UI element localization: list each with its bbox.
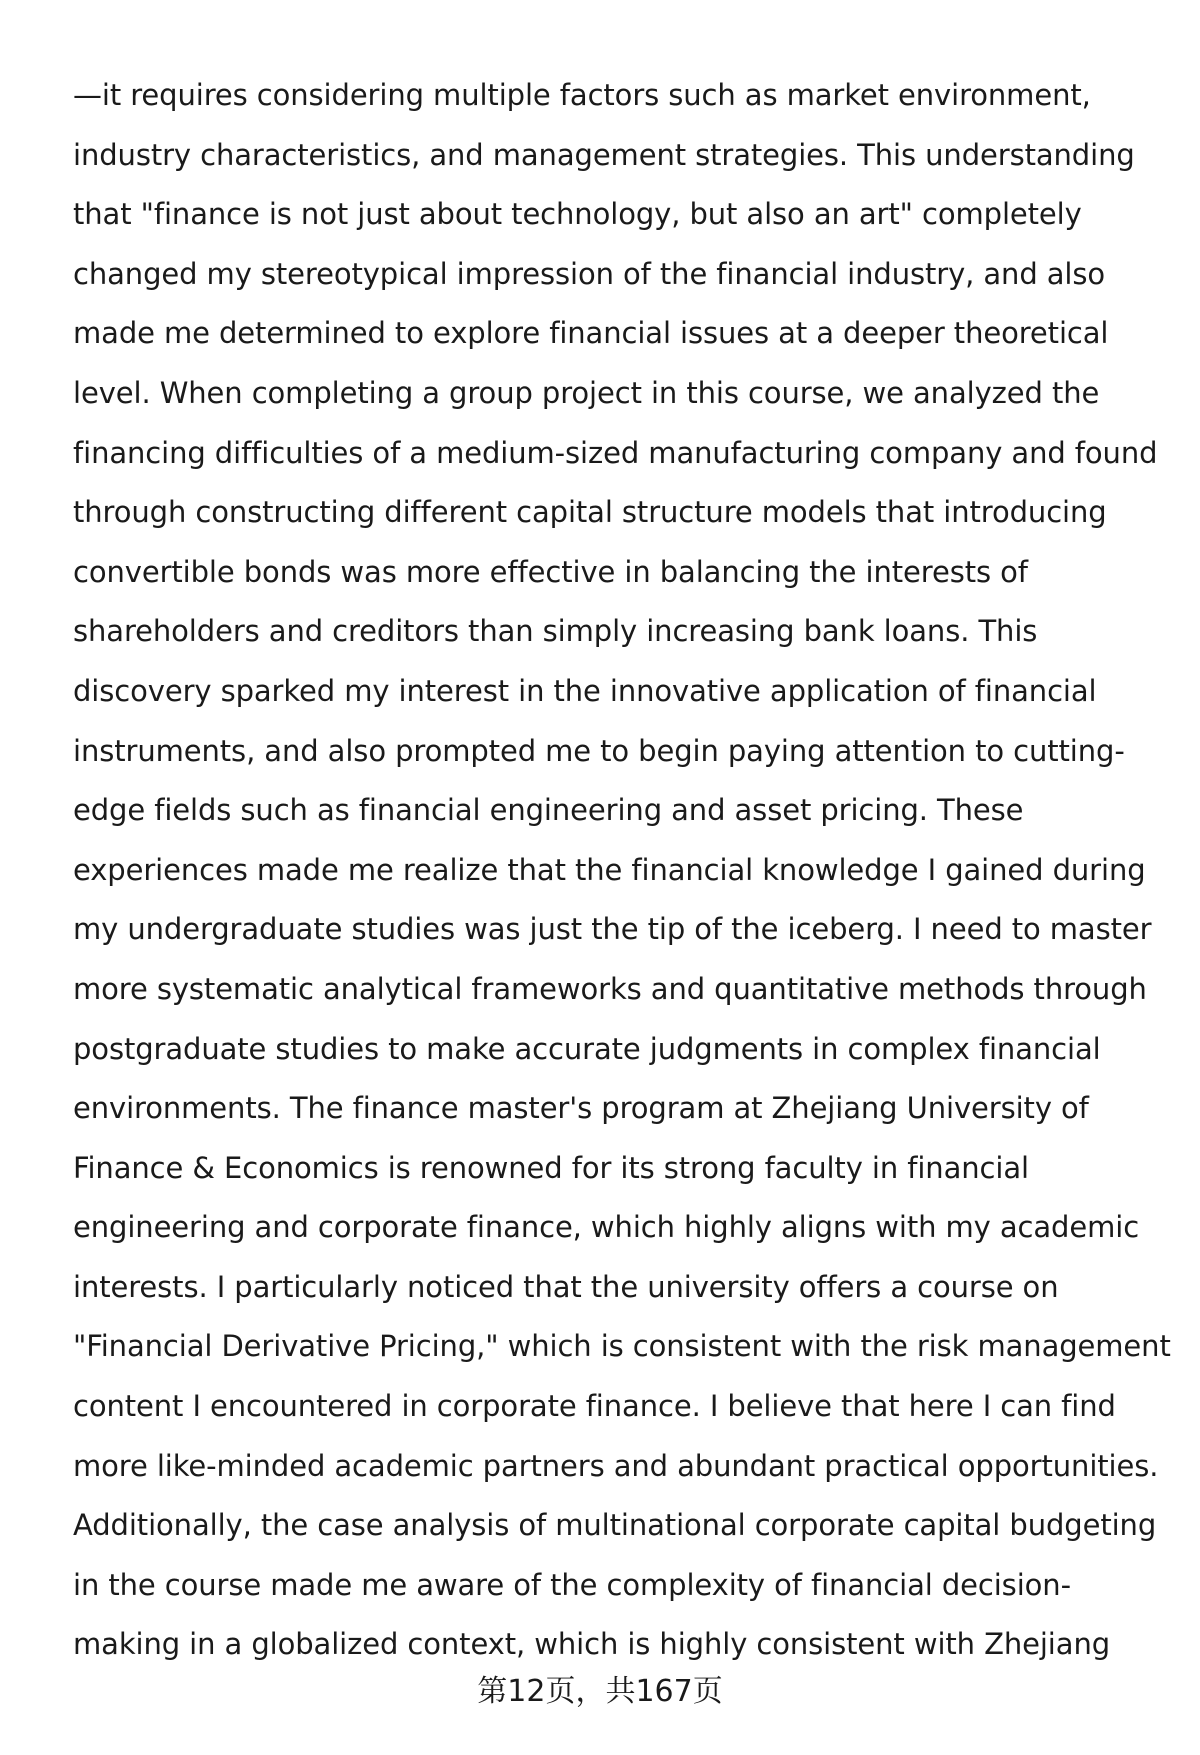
text-line: edge fields such as financial engineering and asset pricing. These — [73, 793, 1024, 828]
text-line: changed my stereotypical impression of the financial industry, and also — [73, 256, 1106, 291]
text-line: instruments, and also prompted me to begin paying attention to cutting- — [73, 733, 1125, 768]
text-line: environments. The finance master's program at Zhejiang University of — [73, 1091, 1089, 1126]
text-line: "Financial Derivative Pricing," which is consistent with the risk management — [73, 1329, 1171, 1364]
text-line: that "finance is not just about technology, but also an art" completely — [73, 197, 1082, 232]
text-line: Additionally, the case analysis of multinational corporate capital budgeting — [73, 1508, 1157, 1543]
text-line: discovery sparked my interest in the innovative application of financial — [73, 673, 1097, 708]
text-line: financing difficulties of a medium-sized manufacturing company and found — [73, 435, 1158, 470]
text-line: my undergraduate studies was just the tip of the iceberg. I need to master — [73, 912, 1152, 947]
text-line: made me determined to explore financial issues at a deeper theoretical — [73, 316, 1109, 351]
text-line: through constructing different capital structure models that introducing — [73, 495, 1107, 530]
page-number: 第12页，共167页 — [477, 1674, 723, 1709]
text-line: interests. I particularly noticed that the university offers a course on — [73, 1269, 1059, 1304]
text-line: more systematic analytical frameworks and quantitative methods through — [73, 971, 1147, 1006]
text-line: shareholders and creditors than simply increasing bank loans. This — [73, 614, 1038, 649]
text-line: convertible bonds was more effective in balancing the interests of — [73, 554, 1028, 589]
text-line: level. When completing a group project in this course, we analyzed the — [73, 375, 1100, 410]
text-line: industry characteristics, and management strategies. This understanding — [73, 137, 1135, 172]
text-line: engineering and corporate finance, which highly aligns with my academic — [73, 1210, 1140, 1245]
text-line: experiences made me realize that the financial knowledge I gained during — [73, 852, 1146, 887]
text-line: postgraduate studies to make accurate judgments in complex financial — [73, 1031, 1101, 1066]
text-line: Finance & Economics is renowned for its strong faculty in financial — [73, 1150, 1029, 1185]
text-line: more like-minded academic partners and abundant practical opportunities. — [73, 1448, 1159, 1483]
text-line: content I encountered in corporate finance. I believe that here I can find — [73, 1389, 1116, 1424]
text-line: —it requires considering multiple factors such as market environment, — [73, 78, 1091, 112]
text-line: in the course made me aware of the complexity of financial decision- — [73, 1567, 1071, 1602]
text-line: making in a globalized context, which is highly consistent with Zhejiang — [73, 1627, 1111, 1662]
body-text — [73, 66, 1171, 1675]
